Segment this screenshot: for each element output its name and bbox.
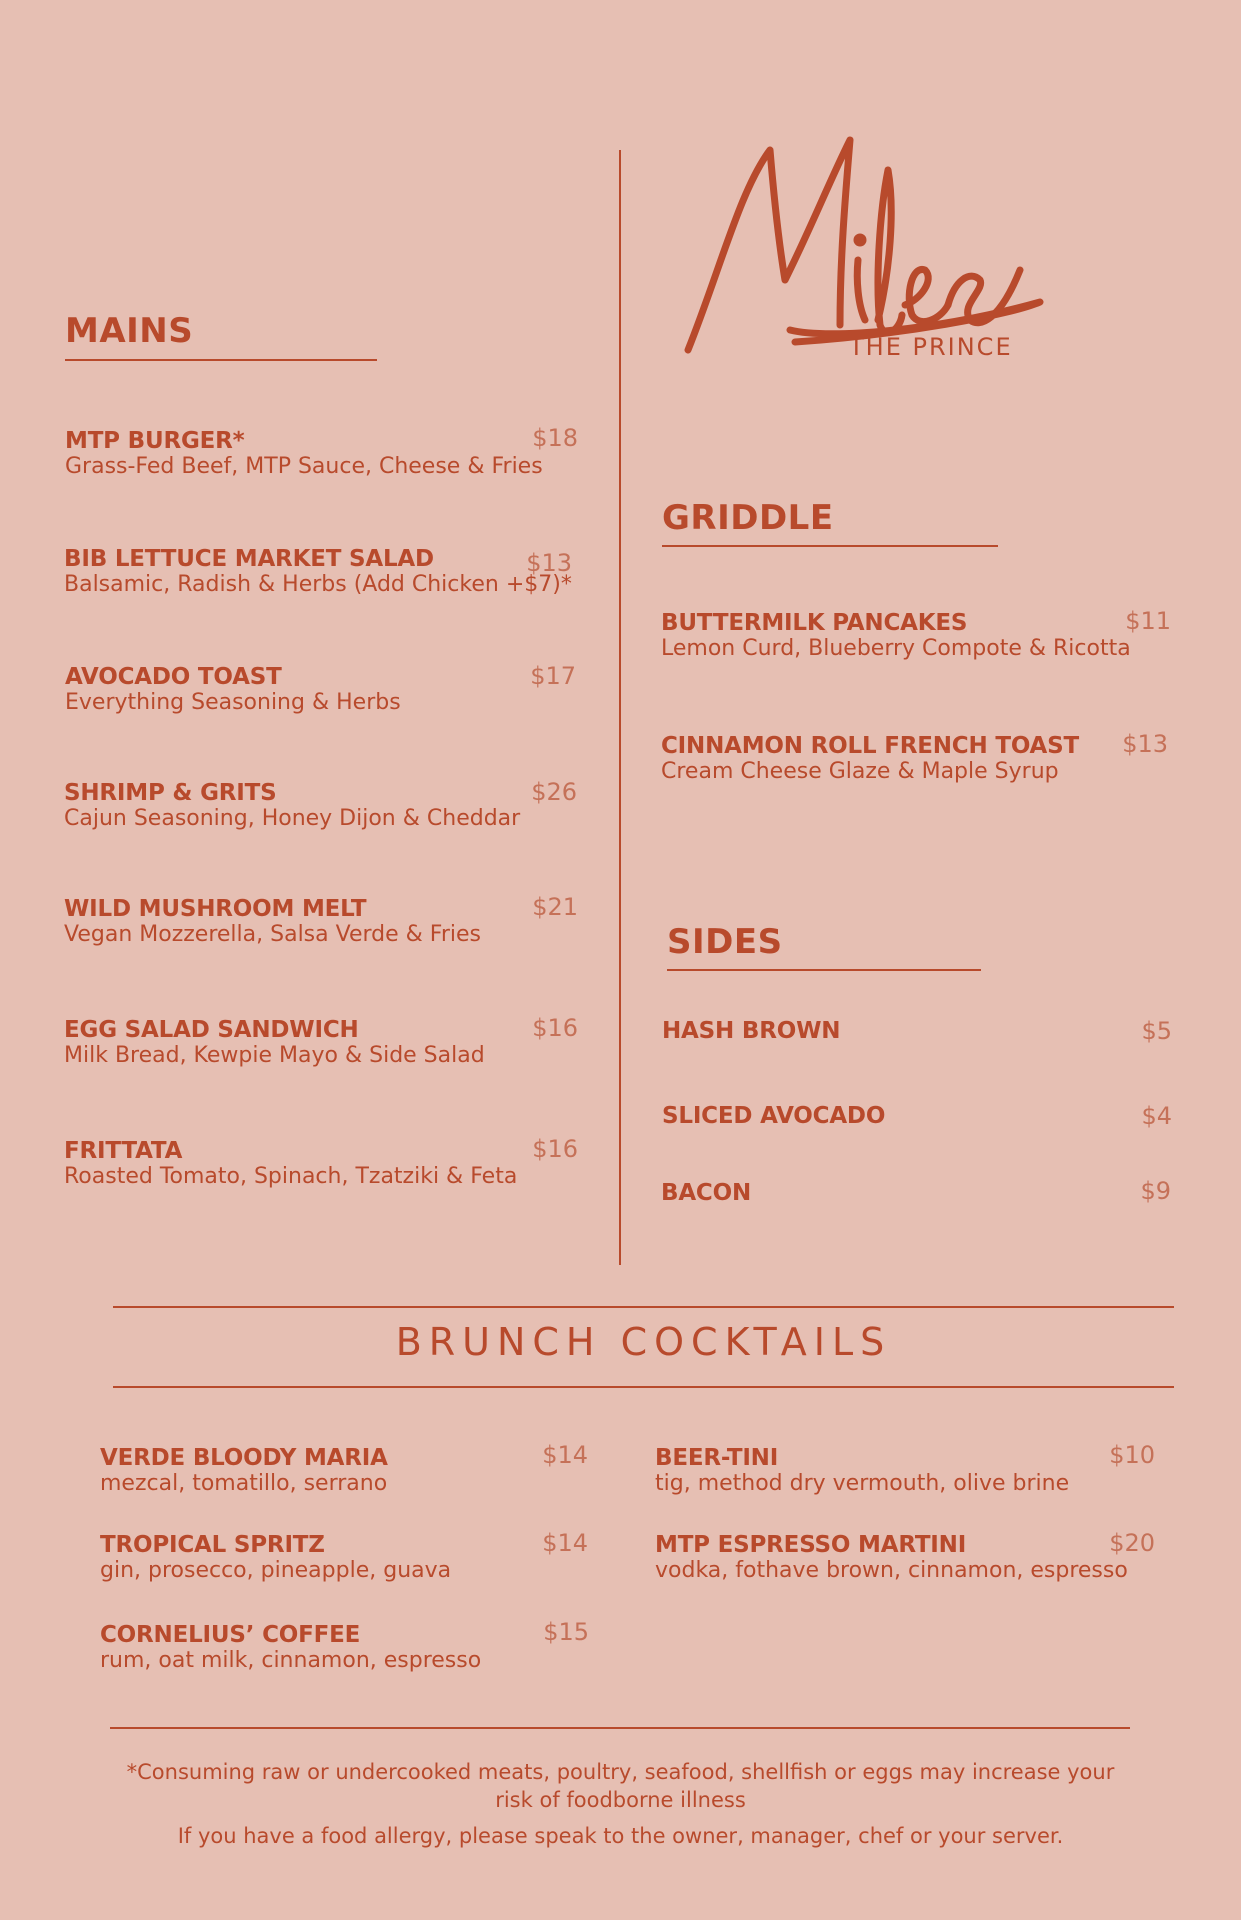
item-desc: Milk Bread, Kewpie Mayo & Side Salad <box>64 1043 485 1068</box>
item-price: $4 <box>1141 1102 1172 1130</box>
item-price: $16 <box>532 1135 578 1163</box>
item-price: $14 <box>542 1441 588 1469</box>
item-name: MTP ESPRESSO MARTINI <box>655 1532 967 1558</box>
side-item <box>662 1103 1172 1129</box>
item-price: $11 <box>1125 607 1171 635</box>
sides-rule <box>667 969 981 971</box>
item-price: $5 <box>1141 1017 1172 1045</box>
menu-item <box>64 780 575 831</box>
raw-food-warning-line2: risk of foodborne illness <box>495 1788 746 1812</box>
raw-food-warning-line1: *Consuming raw or undercooked meats, poultry, seafood, shellfish or eggs may increase your <box>126 1760 1115 1784</box>
item-name: AVOCADO TOAST <box>65 664 282 690</box>
griddle-title: GRIDDLE <box>662 498 834 538</box>
brand-logo <box>680 130 1050 360</box>
item-name: TROPICAL SPRITZ <box>100 1532 325 1558</box>
item-name: FRITTATA <box>64 1138 183 1164</box>
item-price: $13 <box>526 549 572 577</box>
menu-item <box>64 546 575 597</box>
cocktail-item <box>655 1529 1155 1583</box>
menu-item <box>661 607 1171 661</box>
cocktails-title: BRUNCH COCKTAILS <box>395 1320 892 1364</box>
item-name: SHRIMP & GRITS <box>64 780 277 806</box>
side-item <box>661 1177 1172 1206</box>
item-desc: tig, method dry vermouth, olive brine <box>655 1471 1070 1496</box>
side-item <box>662 1018 1172 1044</box>
item-name: SLICED AVOCADO <box>662 1103 886 1129</box>
cocktails-top-rule <box>113 1306 1174 1308</box>
item-desc: mezcal, tomatillo, serrano <box>100 1471 388 1496</box>
item-name: CORNELIUS’ COFFEE <box>100 1622 361 1648</box>
mains-title: MAINS <box>65 311 194 351</box>
item-desc: rum, oat milk, cinnamon, espresso <box>100 1648 482 1673</box>
item-price: $13 <box>1122 730 1168 758</box>
item-desc: Vegan Mozzerella, Salsa Verde & Fries <box>64 922 482 947</box>
item-name: WILD MUSHROOM MELT <box>64 896 367 922</box>
item-desc: vodka, fothave brown, cinnamon, espresso <box>655 1558 1128 1583</box>
item-desc: Cajun Seasoning, Honey Dijon & Cheddar <box>64 806 521 831</box>
item-price: $20 <box>1109 1529 1155 1557</box>
menu-item <box>65 424 578 479</box>
item-name: CINNAMON ROLL FRENCH TOAST <box>661 733 1080 759</box>
footer-notes <box>60 1758 1181 1850</box>
item-desc: Roasted Tomato, Spinach, Tzatziki & Feta <box>64 1164 518 1189</box>
item-price: $26 <box>531 778 577 806</box>
allergy-note: If you have a food allergy, please speak to the owner, manager, chef or your server. <box>177 1824 1064 1848</box>
sides-title: SIDES <box>667 922 783 962</box>
cocktail-item <box>100 1618 590 1673</box>
item-name: HASH BROWN <box>662 1018 841 1044</box>
item-desc: Balsamic, Radish & Herbs (Add Chicken +$7)* <box>64 572 572 597</box>
item-name: EGG SALAD SANDWICH <box>64 1017 359 1043</box>
item-name: BUTTERMILK PANCAKES <box>661 610 968 636</box>
item-price: $9 <box>1140 1177 1171 1205</box>
miles-script-logo <box>680 130 1050 360</box>
item-price: $16 <box>532 1014 578 1042</box>
item-desc: Lemon Curd, Blueberry Compote & Ricotta <box>661 636 1131 661</box>
item-name: BEER-TINI <box>655 1445 779 1471</box>
cocktail-item <box>100 1441 590 1496</box>
item-desc: Grass-Fed Beef, MTP Sauce, Cheese & Fries <box>65 454 543 479</box>
item-price: $17 <box>530 662 576 690</box>
item-desc: Everything Seasoning & Herbs <box>65 690 401 715</box>
menu-item <box>64 893 578 947</box>
footer-rule <box>110 1727 1130 1729</box>
mains-rule <box>65 359 377 361</box>
item-price: $21 <box>532 893 578 921</box>
menu-item <box>65 664 575 715</box>
menu-item <box>661 730 1171 784</box>
item-price: $10 <box>1109 1441 1155 1469</box>
item-name: BACON <box>661 1180 752 1206</box>
cocktail-item <box>655 1441 1155 1496</box>
item-name: MTP BURGER* <box>65 428 245 454</box>
griddle-rule <box>662 545 998 547</box>
item-price: $14 <box>542 1529 588 1557</box>
item-desc: gin, prosecco, pineapple, guava <box>100 1558 452 1583</box>
item-price: $15 <box>543 1618 589 1646</box>
cocktails-bottom-rule <box>113 1386 1174 1388</box>
column-divider <box>619 150 621 1265</box>
cocktail-item <box>100 1529 590 1583</box>
item-name: VERDE BLOODY MARIA <box>100 1445 388 1471</box>
item-price: $18 <box>532 424 578 452</box>
menu-item <box>64 1014 578 1068</box>
menu-item <box>64 1135 578 1189</box>
item-desc: Cream Cheese Glaze & Maple Syrup <box>661 759 1059 784</box>
item-name: BIB LETTUCE MARKET SALAD <box>64 546 434 572</box>
brand-subtitle: THE PRINCE <box>849 333 1013 361</box>
